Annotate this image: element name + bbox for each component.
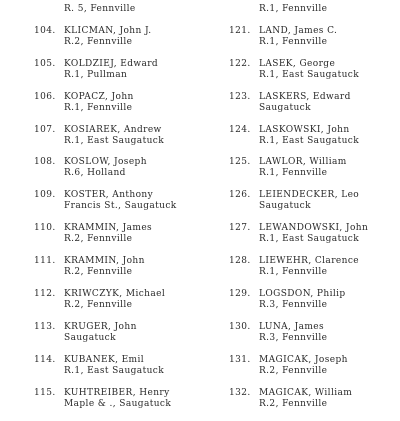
entry-number: 111.: [34, 256, 56, 267]
entry-number: 126.: [229, 190, 251, 201]
entry-name: KOSLOW, Joseph: [64, 157, 147, 168]
entry-name: LASEK, George: [259, 58, 336, 69]
entry-number: 124.: [229, 124, 251, 135]
entry-number: 125.: [229, 157, 251, 168]
entry-name: KRIWCZYK, Michael: [64, 289, 166, 300]
entry-number: 132.: [229, 387, 251, 398]
entry-number: 121.: [229, 25, 251, 36]
entry-address: Francis St., Saugatuck: [64, 201, 177, 212]
entry-number: 123.: [229, 91, 251, 102]
entry-number: 113.: [34, 321, 56, 332]
entry-name: MAGICAK, William: [259, 387, 353, 398]
entry-address: R.1, East Saugatuck: [64, 135, 165, 146]
entry-name: LEIENDECKER, Leo: [259, 190, 360, 201]
entry-address: R.2, Fennville: [64, 267, 133, 278]
entry-name: KLICMAN, John J.: [64, 25, 152, 36]
entry-number: 127.: [229, 223, 251, 234]
entry-name: KUHTREIBER, Henry: [64, 387, 170, 398]
entry-address: R.2, Fennville: [64, 234, 133, 245]
entry-address: R.1, Fennville: [64, 102, 133, 113]
entry-name: LAWLOR, William: [259, 157, 347, 168]
entry-number: 128.: [229, 256, 251, 267]
entry-name: LOGSDON, Philip: [259, 289, 346, 300]
entry-address: R.3, Fennville: [259, 300, 328, 311]
entry-address: R.1, East Saugatuck: [64, 365, 165, 376]
entry-address: R. 5, Fennville: [64, 4, 136, 14]
entry-address: R.1, Fennville: [259, 36, 328, 47]
entry-address: Saugatuck: [259, 201, 311, 212]
entry-address: Saugatuck: [259, 102, 311, 113]
entry-number: 106.: [34, 91, 56, 102]
entry-address: Maple & ., Saugatuck: [64, 398, 172, 409]
entry-name: LIEWEHR, Clarence: [259, 256, 359, 267]
entry-number: 109.: [34, 190, 56, 201]
entry-number: 115.: [34, 387, 56, 398]
entry-name: LUNA, James: [259, 321, 325, 332]
entry-name: LASKERS, Edward: [259, 91, 351, 102]
entry-name: KRUGER, John: [64, 321, 137, 332]
entry-number: 129.: [229, 289, 251, 300]
entry-address: R.3, Fennville: [259, 332, 328, 343]
entry-address: R.2, Fennville: [64, 300, 133, 311]
entry-number: 104.: [34, 25, 56, 36]
entry-name: KUBANEK, Emil: [64, 354, 145, 365]
entry-number: 112.: [34, 289, 56, 300]
entry-name: KOSTER, Anthony: [64, 190, 154, 201]
entry-name: KRAMMIN, John: [64, 256, 145, 267]
entry-address: R.2, Fennville: [64, 36, 133, 47]
entry-address: R.2, Fennville: [259, 398, 328, 409]
entry-address: Saugatuck: [64, 332, 116, 343]
entry-address: R.1, Fennville: [259, 168, 328, 179]
entry-name: LASKOWSKI, John: [259, 124, 350, 135]
entry-address: R.1, Fennville: [259, 4, 328, 14]
entry-name: KOSIAREK, Andrew: [64, 124, 162, 135]
entry-number: 130.: [229, 321, 251, 332]
entry-number: 108.: [34, 157, 56, 168]
entry-address: R.6, Holland: [64, 168, 126, 179]
entry-name: KOPACZ, John: [64, 91, 134, 102]
entry-name: LAND, James C.: [259, 25, 338, 36]
entry-number: 105.: [34, 58, 56, 69]
entry-address: R.1, Pullman: [64, 69, 128, 80]
entry-number: 110.: [34, 223, 56, 234]
entry-address: R.2, Fennville: [259, 365, 328, 376]
entry-number: 107.: [34, 124, 56, 135]
entry-number: 131.: [229, 354, 251, 365]
entry-name: KRAMMIN, James: [64, 223, 153, 234]
entry-name: LEWANDOWSKI, John: [259, 223, 369, 234]
entry-number: 122.: [229, 58, 251, 69]
entry-address: R.1, East Saugatuck: [259, 234, 360, 245]
entry-address: R.1, East Saugatuck: [259, 69, 360, 80]
entry-address: R.1, Fennville: [259, 267, 328, 278]
entry-name: MAGICAK, Joseph: [259, 354, 348, 365]
entry-number: 114.: [34, 354, 56, 365]
entry-name: KOLDZIEJ, Edward: [64, 58, 159, 69]
entry-address: R.1, East Saugatuck: [259, 135, 360, 146]
